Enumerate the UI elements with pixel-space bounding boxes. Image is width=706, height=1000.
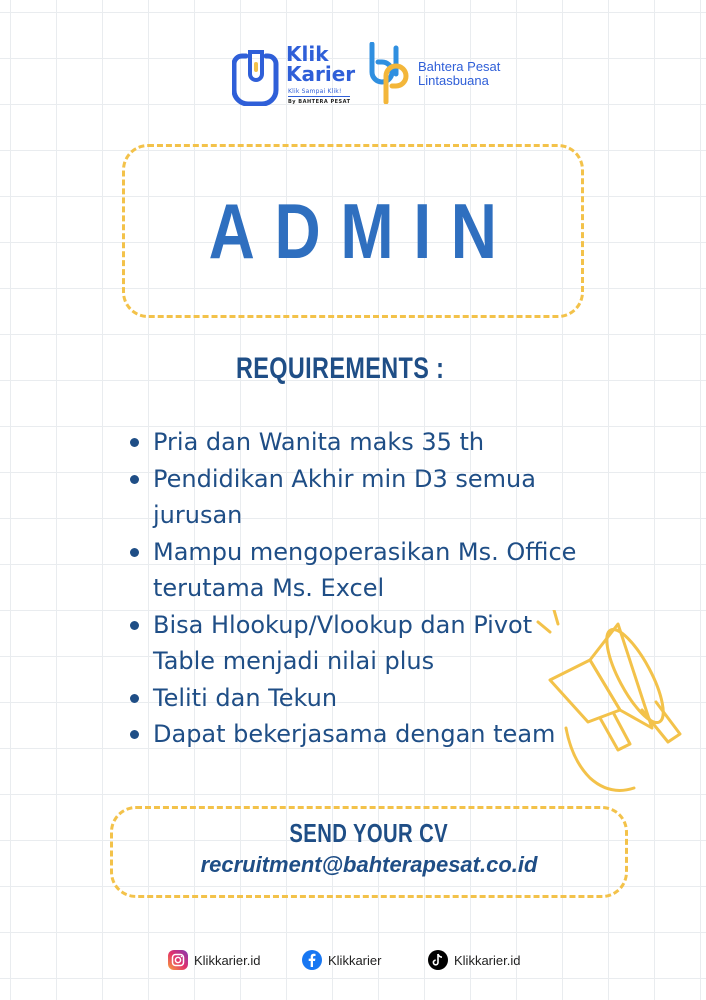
klik-karier-line2: Karier	[286, 62, 356, 86]
klik-karier-line1: Klik	[286, 42, 329, 66]
requirement-line-cont: jurusan	[153, 501, 243, 529]
requirement-line: Pria dan Wanita maks 35 th	[153, 428, 485, 456]
job-title: ADMIN	[208, 186, 517, 275]
klik-karier-wordmark	[286, 44, 355, 84]
requirement-line: Pendidikan Akhir min D3 semua	[153, 464, 536, 493]
requirement-item	[128, 534, 648, 607]
bahtera-line1: Bahtera Pesat	[418, 59, 501, 74]
klik-karier-logo-icon	[232, 46, 282, 106]
requirement-line: Teliti dan Tekun	[153, 683, 338, 712]
requirement-line: Dapat bekerjasama dengan team	[153, 720, 556, 748]
requirement-line-cont: Table menjadi nilai plus	[153, 647, 435, 675]
instagram-handle: Klikkarier.id	[194, 952, 261, 968]
requirement-line-cont: terutama Ms. Excel	[153, 574, 385, 602]
requirements-heading: REQUIREMENTS :	[236, 352, 445, 385]
social-facebook[interactable]	[302, 950, 381, 970]
klik-karier-divider	[288, 96, 350, 97]
bahtera-line2: Lintasbuana	[418, 73, 489, 88]
bahtera-pesat-name	[418, 60, 500, 88]
instagram-icon	[168, 950, 188, 970]
requirement-item	[128, 424, 648, 461]
cv-heading	[110, 818, 628, 849]
requirement-line: Bisa Hlookup/Vlookup dan Pivot	[153, 610, 533, 639]
requirement-item	[128, 461, 648, 534]
cv-heading-text: SEND YOUR CV	[289, 818, 449, 848]
cv-email-link[interactable]: recruitment@bahterapesat.co.id	[200, 852, 538, 877]
facebook-icon	[302, 950, 322, 970]
social-instagram[interactable]	[168, 950, 260, 970]
requirement-line: Mampu mengoperasikan Ms. Office	[153, 537, 577, 566]
social-tiktok[interactable]	[428, 950, 520, 970]
tiktok-icon	[428, 950, 448, 970]
megaphone-icon	[530, 610, 706, 810]
tiktok-handle: Klikkarier.id	[454, 952, 521, 968]
klik-karier-by: By BAHTERA PESAT	[288, 99, 351, 105]
klik-karier-tagline: Klik Sampai Klik!	[288, 88, 342, 95]
facebook-handle: Klikkarier	[328, 952, 382, 968]
title-box	[122, 144, 584, 318]
bahtera-pesat-logo-icon	[366, 42, 416, 104]
